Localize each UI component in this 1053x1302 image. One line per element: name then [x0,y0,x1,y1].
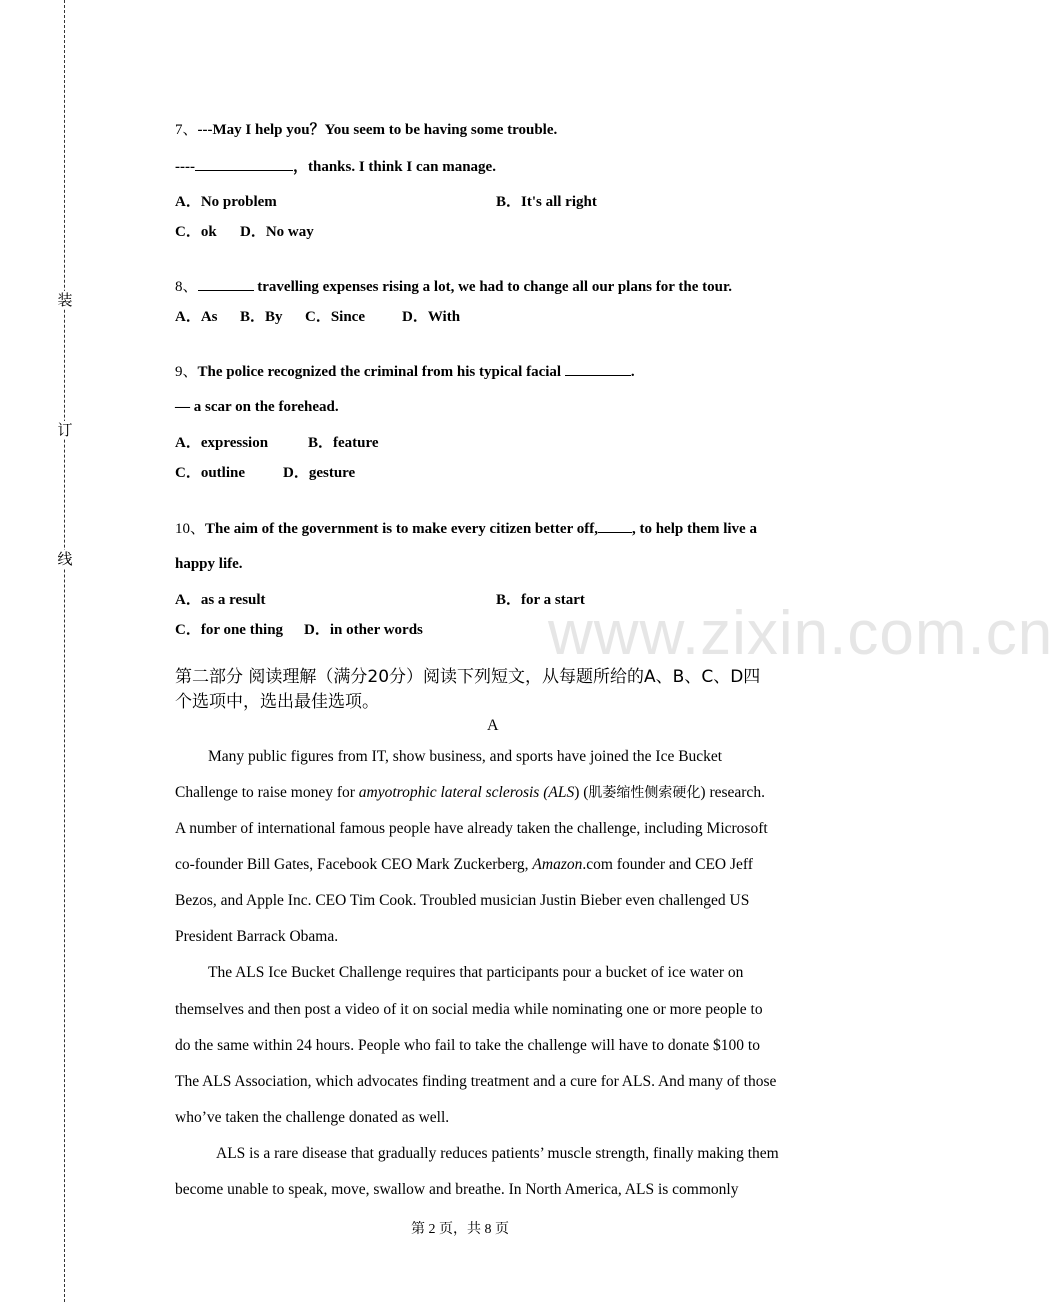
section-heading-line2: 个选项中，选出最佳选项。 [175,692,379,712]
q8-option-d: D．With [402,309,461,325]
q8-option-c: C．Since [305,309,366,325]
page-footer: 第 2 页，共 8 页 [411,1222,509,1237]
q7-reply-line [175,156,496,177]
passage-line-4 [175,855,753,875]
passage-line-4c: .com founder and CEO Jeff [582,856,753,873]
q10-option-b: B．for a start [496,592,585,608]
q8-number: 8、 [175,279,198,295]
passage-line-1: Many public figures from IT, show business, and sports have joined the Ice Bucket [208,748,723,765]
q8-stem: travelling expenses rising a lot, we had to change all our plans for the tour. [257,279,733,295]
passage-label: A [487,717,499,734]
q9-stem-line [175,361,635,382]
q7-stem-line [175,120,557,140]
q8-option-b: B．By [240,309,283,325]
binding-char-xian: 线 [57,550,73,568]
q7-number: 7、 [175,122,198,138]
passage-line-12: ALS is a rare disease that gradually reduces patients’ muscle strength, finally making them [216,1145,779,1162]
passage-line-8: themselves and then post a video of it on social media while nominating one or more people to [175,1001,763,1018]
passage-line-10: The ALS Association, which advocates finding treatment and a cure for ALS. And many of those [175,1073,777,1090]
q7-blank [195,156,293,171]
binding-char-ding: 订 [57,421,73,439]
passage-line-7: The ALS Ice Bucket Challenge requires that participants pour a bucket of ice water on [208,964,744,981]
q9-option-d: D．gesture [283,465,356,481]
q9-option-a: A．expression [175,435,269,451]
passage-line-2c: ) ( [574,784,589,801]
passage-ital-amazon: Amazon [532,856,583,873]
q8-stem-line [175,276,732,297]
q8-blank [198,276,254,291]
q10-option-a: A．as a result [175,592,266,608]
passage-line-4a: co-founder Bill Gates, Facebook CEO Mark Zuckerberg, [175,856,533,873]
passage-line-2e: ) research. [700,784,765,801]
q7-option-c: C．ok [175,224,217,240]
q10-stem-line2: happy life. [175,556,243,572]
q9-reply: — a scar on the forehead. [175,399,339,415]
passage-line-11: who’ve taken the challenge donated as well. [175,1109,450,1126]
q10-number: 10、 [175,521,206,537]
q10-stem: The aim of the government is to make every citizen better off, [205,521,598,537]
passage-line-3: A number of international famous people have already taken the challenge, including Microsoft [175,820,768,837]
q7-option-d: D．No way [240,224,314,240]
q9-stem-end: . [630,364,635,380]
binding-char-zhuang: 装 [57,291,73,309]
q7-reply-suffix: ，thanks. I think I can manage. [292,159,496,175]
passage-line-13: become unable to speak, move, swallow and breathe. In North America, ALS is commonly [175,1181,739,1198]
q10-stem-line [175,518,757,539]
q10-option-c: C．for one thing [175,622,284,638]
binding-dashed-line [64,0,65,1302]
passage-line-6: President Barrack Obama. [175,928,339,945]
q8-option-a: A．As [175,309,218,325]
q9-option-b: B．feature [308,435,379,451]
q7-stem: ---May I help you？You seem to be having some trouble. [197,122,558,138]
passage-als-chinese: 肌萎缩性侧索硬化 [588,785,701,801]
q9-option-c: C．outline [175,465,246,481]
passage-line-5: Bezos, and Apple Inc. CEO Tim Cook. Troubled musician Justin Bieber even challenged US [175,892,750,909]
q10-blank [598,518,632,533]
passage-line-2 [175,783,765,803]
q9-number: 9、 [175,364,198,380]
passage-line-9: do the same within 24 hours. People who fail to take the challenge will have to donate $100 to [175,1037,760,1054]
q7-reply-prefix: ---- [175,159,195,175]
q7-option-b: B．It's all right [496,194,597,210]
section-heading-line1: 第二部分 阅读理解（满分20分）阅读下列短文，从每题所给的A、B、C、D四 [175,667,761,687]
passage-line-2a: Challenge to raise money for [175,784,359,801]
q10-option-d: D．in other words [304,622,423,638]
q10-stem-end: , to help them live a [631,521,757,537]
q7-option-a: A．No problem [175,194,277,210]
q9-blank [565,361,631,376]
watermark: www.zixin.com.cn [548,599,1053,668]
passage-ital-als: amyotrophic lateral sclerosis (ALS [358,784,575,801]
q9-stem: The police recognized the criminal from his typical facial [197,364,562,380]
